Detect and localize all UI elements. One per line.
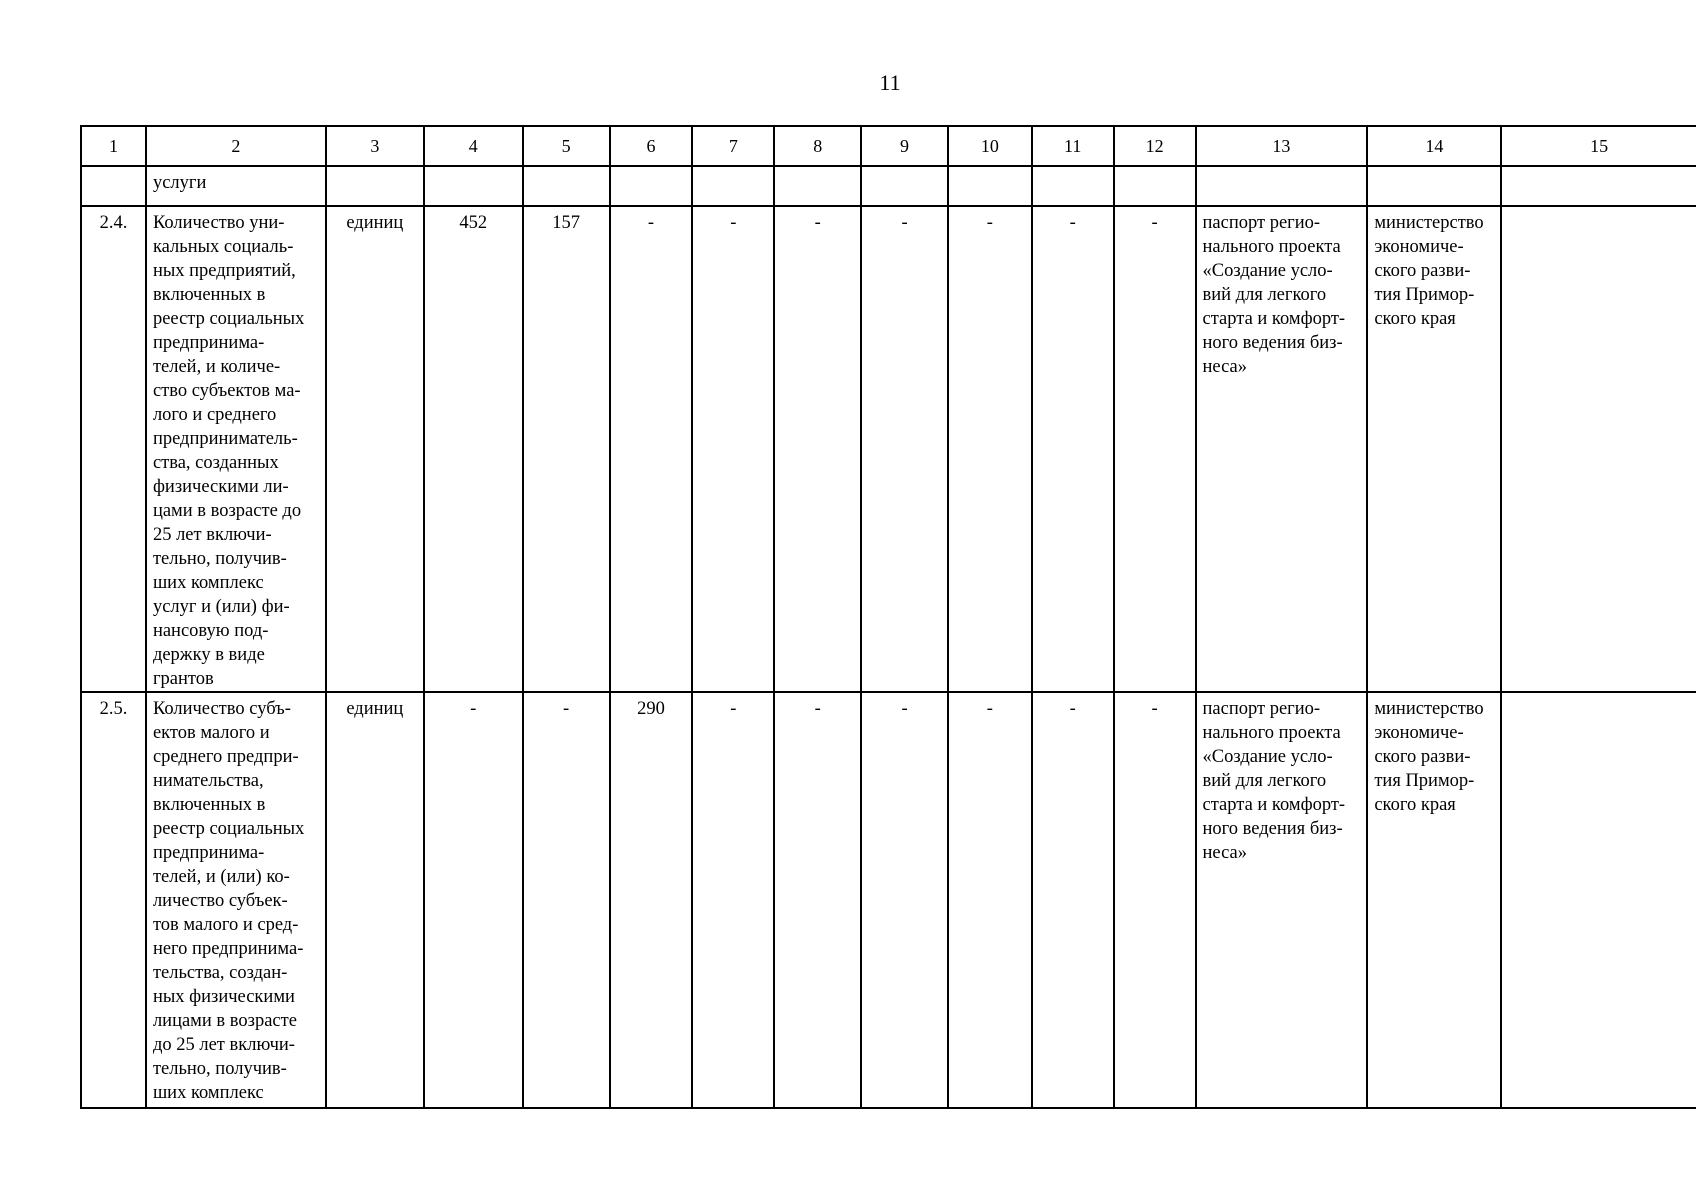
column-15-cell [1501,206,1696,692]
continuation-row [81,166,1696,206]
column-number: 4 [424,126,523,166]
value-cell: - [1032,206,1114,692]
source-cell: паспорт регио- нального проекта «Создание усло- вий для легкого старта и комфорт- ного ведения биз- неса» [1196,206,1368,692]
value-cell: - [1114,206,1196,692]
value-cell: - [610,206,693,692]
row-number-cell: 2.5. [81,692,146,1108]
empty-cell [774,166,861,206]
column-number: 12 [1114,126,1196,166]
column-number: 11 [1032,126,1114,166]
column-number: 14 [1367,126,1501,166]
empty-cell [1196,166,1368,206]
column-number: 10 [948,126,1032,166]
empty-cell [692,166,774,206]
value-cell: - [948,692,1032,1108]
column-number: 9 [861,126,948,166]
column-number: 13 [1196,126,1368,166]
value-cell: 157 [523,206,610,692]
column-number: 6 [610,126,693,166]
table-row [81,692,1696,1108]
column-number: 15 [1501,126,1696,166]
value-cell: - [861,206,948,692]
column-number: 5 [523,126,610,166]
value-cell: - [424,692,523,1108]
column-number: 3 [326,126,424,166]
empty-cell [610,166,693,206]
column-number-row [81,126,1696,166]
table-row [81,206,1696,692]
indicators-table [80,125,1696,1109]
value-cell: - [523,692,610,1108]
empty-cell [1114,166,1196,206]
value-cell: - [861,692,948,1108]
indicator-name-cell: Количество уни- кальных социаль- ных предприятий, включенных в реестр социальных предпринима- телей, и количе- ство субъектов ма- лого и среднего предприниматель- ства, созданных физическими ли- цами в возрасте до 25 лет включи- тельно, получив- ших комплекс услуг и (или) фи- нансовую под- держку в виде грантов [146,206,326,692]
column-number: 1 [81,126,146,166]
indicator-name-cell: Количество субъ- ектов малого и среднего предпри- нимательства, включенных в реестр социальных предпринима- телей, и (или) ко- личество субъек- тов малого и сред- него предпринима- тельства, создан- ных физическими лицами в возрасте до 25 лет включи- тельно, получив- ших комплекс [146,692,326,1108]
row-number-cell [81,166,146,206]
value-cell: - [948,206,1032,692]
empty-cell [1032,166,1114,206]
empty-cell [326,166,424,206]
value-cell: - [774,692,861,1108]
value-cell: - [692,692,774,1108]
column-15-cell [1501,692,1696,1108]
value-cell: - [1032,692,1114,1108]
empty-cell [1501,166,1696,206]
empty-cell [523,166,610,206]
empty-cell [1367,166,1501,206]
column-number: 2 [146,126,326,166]
row-number-cell: 2.4. [81,206,146,692]
unit-cell: единиц [326,206,424,692]
source-cell: паспорт регио- нального проекта «Создание усло- вий для легкого старта и комфорт- ного ведения биз- неса» [1196,692,1368,1108]
value-cell: 290 [610,692,693,1108]
unit-cell: единиц [326,692,424,1108]
responsible-cell: министерство экономиче- ского разви- тия Примор- ского края [1367,206,1501,692]
value-cell: - [1114,692,1196,1108]
responsible-cell: министерство экономиче- ского разви- тия Примор- ского края [1367,692,1501,1108]
page-number: 11 [879,70,901,95]
empty-cell [948,166,1032,206]
value-cell: 452 [424,206,523,692]
column-number: 7 [692,126,774,166]
value-cell: - [774,206,861,692]
empty-cell [424,166,523,206]
column-number: 8 [774,126,861,166]
value-cell: - [692,206,774,692]
empty-cell [861,166,948,206]
indicator-name-cell: услуги [146,166,326,206]
